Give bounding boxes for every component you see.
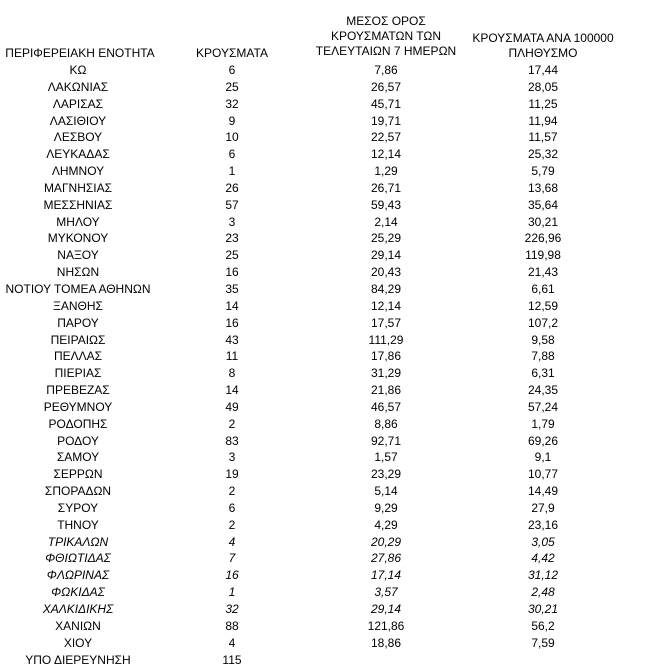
- per100k-cell: 10,77: [527, 467, 559, 482]
- table-row: [0, 230, 656, 247]
- table-row: [0, 96, 656, 113]
- avg7-cell: 1,57: [374, 450, 398, 465]
- cases-cell: 115: [222, 652, 242, 667]
- per100k-cell: 3,05: [531, 534, 555, 549]
- header-per100k: ΚΡΟΥΣΜΑΤΑ ΑΝΑ 100000 ΠΛΗΘΥΣΜΟ: [472, 31, 614, 60]
- region-cell: ΜΑΓΝΗΣΙΑΣ: [43, 180, 113, 195]
- region-cell: ΠΑΡΟΥ: [57, 315, 99, 330]
- avg7-cell: 4,29: [374, 517, 398, 532]
- per100k-cell: 27,9: [531, 500, 555, 515]
- per100k-cell: 23,16: [527, 517, 559, 532]
- table-row: [0, 129, 656, 146]
- per100k-cell: 119,98: [525, 248, 561, 263]
- region-cell: ΛΕΥΚΑΔΑΣ: [46, 147, 110, 162]
- avg7-cell: 3,57: [374, 585, 398, 600]
- table-row: [0, 500, 656, 517]
- region-cell: ΧΑΛΚΙΔΙΚΗΣ: [42, 602, 114, 616]
- cases-cell: 8: [228, 366, 236, 381]
- per100k-cell: 28,05: [527, 79, 559, 94]
- per100k-cell: 226,96: [524, 231, 562, 246]
- per100k-cell: 6,61: [531, 281, 555, 296]
- cases-cell: 14: [225, 383, 239, 398]
- header-avg7: ΜΕΣΟΣ ΟΡΟΣ ΚΡΟΥΣΜΑΤΩΝ ΤΩΝ ΤΕΛΕΥΤΑΙΩΝ 7 ΗΜΕΡΩΝ: [315, 14, 457, 58]
- cases-cell: 3: [228, 214, 236, 229]
- avg7-cell: 1,29: [374, 164, 398, 179]
- avg7-cell: 111,29: [368, 332, 404, 347]
- cases-cell: 35: [225, 281, 239, 296]
- table-row: [0, 483, 656, 500]
- per100k-cell: 25,32: [527, 147, 559, 162]
- avg7-cell: 7,86: [374, 63, 398, 77]
- avg7-cell: 5,14: [374, 484, 398, 499]
- avg7-cell: 17,57: [370, 315, 402, 330]
- avg7-cell: 27,86: [370, 551, 402, 566]
- cases-cell: 4: [228, 635, 236, 650]
- table-row: [0, 449, 656, 466]
- region-cell: ΛΑΚΩΝΙΑΣ: [47, 79, 109, 94]
- table-row: [0, 618, 656, 635]
- table-row: [0, 281, 656, 298]
- region-cell: ΝΗΣΩΝ: [56, 265, 100, 280]
- table-body: [0, 62, 656, 668]
- cases-cell: 32: [225, 96, 239, 111]
- per100k-cell: 11,25: [528, 96, 558, 111]
- per100k-cell: 7,59: [531, 635, 555, 650]
- per100k-cell: 6,31: [531, 366, 555, 381]
- cases-cell: 26: [225, 180, 239, 195]
- table-row: [0, 534, 656, 551]
- avg7-cell: 25,29: [370, 231, 402, 246]
- avg7-cell: 8,86: [374, 416, 398, 431]
- per100k-cell: 35,64: [527, 197, 559, 212]
- table-row: [0, 298, 656, 315]
- table-row: [0, 601, 656, 618]
- cases-cell: 43: [225, 332, 239, 347]
- cases-cell: 3: [228, 450, 236, 465]
- region-cell: ΜΥΚΟΝΟΥ: [47, 231, 109, 246]
- table-row: [0, 62, 656, 79]
- per100k-cell: 11,57: [528, 130, 558, 145]
- region-cell: ΠΙΕΡΙΑΣ: [54, 366, 102, 381]
- per100k-cell: 31,12: [527, 568, 559, 583]
- per100k-cell: 5,79: [531, 164, 555, 179]
- cases-cell: 10: [225, 130, 239, 145]
- cases-cell: 23: [225, 231, 239, 246]
- per100k-cell: 7,88: [531, 349, 555, 364]
- region-cell: ΡΟΔΟΠΗΣ: [48, 416, 108, 431]
- table-row: [0, 214, 656, 231]
- cases-cell: 11: [225, 349, 239, 364]
- per100k-cell: 56,2: [531, 618, 555, 633]
- region-cell: ΛΑΡΙΣΑΣ: [52, 96, 104, 111]
- avg7-cell: 46,57: [370, 399, 402, 414]
- cases-cell: 16: [225, 265, 239, 280]
- avg7-cell: 84,29: [370, 281, 402, 296]
- per100k-cell: 4,42: [531, 551, 555, 566]
- cases-cell: 7: [228, 551, 236, 566]
- region-cell: ΜΗΛΟΥ: [56, 214, 100, 229]
- table-row: [0, 146, 656, 163]
- per100k-cell: 1,79: [531, 416, 555, 431]
- cases-cell: 4: [228, 534, 236, 549]
- table-row: [0, 550, 656, 567]
- avg7-cell: 17,14: [370, 568, 402, 583]
- table-row: [0, 197, 656, 214]
- avg7-cell: 31,29: [370, 366, 402, 381]
- region-cell: ΦΩΚΙΔΑΣ: [51, 585, 105, 600]
- region-cell: ΠΕΙΡΑΙΩΣ: [50, 332, 106, 347]
- cases-cell: 6: [228, 500, 236, 515]
- cases-cell: 16: [225, 315, 239, 330]
- cases-cell: 19: [225, 467, 239, 482]
- per100k-cell: 12,59: [527, 298, 559, 313]
- region-cell: ΤΡΙΚΑΛΩΝ: [47, 534, 109, 549]
- cases-cell: 88: [225, 618, 239, 633]
- per100k-cell: 13,68: [527, 180, 559, 195]
- cases-cell: 2: [228, 517, 236, 532]
- cases-cell: 25: [225, 79, 239, 94]
- table-row: [0, 365, 656, 382]
- table-row: [0, 382, 656, 399]
- per100k-cell: 9,1: [534, 450, 552, 465]
- table-row: [0, 466, 656, 483]
- table-row: [0, 635, 656, 652]
- per100k-cell: 30,21: [527, 602, 559, 616]
- avg7-cell: 19,71: [370, 113, 402, 128]
- avg7-cell: 121,86: [367, 618, 405, 633]
- region-cell: ΡΟΔΟΥ: [57, 433, 99, 448]
- table-row: [0, 180, 656, 197]
- region-cell: ΣΑΜΟΥ: [56, 450, 100, 465]
- avg7-cell: 59,43: [370, 197, 402, 212]
- avg7-cell: 26,71: [370, 180, 402, 195]
- table-row: [0, 433, 656, 450]
- avg7-cell: 20,43: [370, 265, 402, 280]
- table-row: [0, 348, 656, 365]
- region-cell: ΧΑΝΙΩΝ: [55, 618, 101, 633]
- avg7-cell: 9,29: [374, 500, 398, 515]
- table-row: [0, 517, 656, 534]
- table-row: [0, 416, 656, 433]
- per100k-cell: 17,44: [527, 63, 559, 77]
- cases-cell: 1: [228, 164, 236, 179]
- region-cell: ΦΘΙΩΤΙΔΑΣ: [45, 551, 111, 566]
- header-cases: ΚΡΟΥΣΜΑΤΑ: [196, 46, 268, 60]
- region-cell: ΧΙΟΥ: [63, 635, 93, 650]
- table-row: [0, 79, 656, 96]
- table-row: [0, 113, 656, 130]
- region-cell: ΛΑΣΙΘΙΟΥ: [49, 113, 107, 128]
- region-cell: ΠΕΛΛΑΣ: [53, 349, 103, 364]
- avg7-cell: 29,14: [370, 248, 402, 263]
- avg7-cell: 18,86: [370, 635, 402, 650]
- avg7-cell: 29,14: [370, 602, 402, 616]
- per100k-cell: 2,48: [531, 585, 555, 600]
- per100k-cell: 107,2: [527, 315, 559, 330]
- avg7-cell: 22,57: [370, 130, 402, 145]
- cases-cell: 2: [228, 484, 236, 499]
- table-row: [0, 315, 656, 332]
- table-row: [0, 584, 656, 601]
- cases-cell: 14: [225, 298, 239, 313]
- cases-cell: 49: [225, 399, 239, 414]
- table-row: [0, 264, 656, 281]
- region-cell: ΣΠΟΡΑΔΩΝ: [44, 484, 112, 499]
- table-row: [0, 163, 656, 180]
- cases-cell: 9: [228, 113, 236, 128]
- avg7-cell: 26,57: [370, 79, 402, 94]
- cases-cell: 2: [228, 416, 236, 431]
- region-cell: ΝΟΤΙΟΥ ΤΟΜΕΑ ΑΘΗΝΩΝ: [5, 281, 151, 296]
- cases-cell: 6: [228, 147, 236, 162]
- region-cell: ΤΗΝΟΥ: [57, 517, 99, 532]
- avg7-cell: 45,71: [370, 96, 402, 111]
- region-cell: ΛΕΣΒΟΥ: [53, 130, 103, 145]
- table-row: [0, 399, 656, 416]
- cases-cell: 1: [228, 585, 236, 600]
- cases-cell: 83: [225, 433, 239, 448]
- region-cell: ΡΕΘΥΜΝΟΥ: [43, 399, 113, 414]
- table-row: [0, 652, 656, 668]
- cases-cell: 16: [225, 568, 239, 583]
- per100k-cell: 57,24: [527, 399, 559, 414]
- cases-cell: 6: [228, 63, 236, 77]
- region-cell: ΠΡΕΒΕΖΑΣ: [46, 383, 110, 398]
- region-cell: ΛΗΜΝΟΥ: [51, 164, 105, 179]
- cases-cell: 57: [225, 197, 239, 212]
- region-cell: ΝΑΞΟΥ: [57, 248, 99, 263]
- per100k-cell: 9,58: [531, 332, 555, 347]
- per100k-cell: 69,26: [527, 433, 559, 448]
- region-cell: ΞΑΝΘΗΣ: [53, 298, 103, 313]
- region-cell: ΦΛΩΡΙΝΑΣ: [46, 568, 110, 583]
- table-row: [0, 332, 656, 349]
- header-region: ΠΕΡΙΦΕΡΕΙΑΚΗ ΕΝΟΤΗΤΑ: [5, 46, 155, 60]
- cases-cell: 32: [225, 602, 239, 616]
- per100k-cell: 30,21: [527, 214, 559, 229]
- avg7-cell: 20,29: [370, 534, 402, 549]
- avg7-cell: 12,14: [370, 147, 402, 162]
- avg7-cell: 12,14: [370, 298, 402, 313]
- region-cell: ΣΥΡΟΥ: [57, 500, 99, 515]
- region-cell: ΜΕΣΣΗΝΙΑΣ: [43, 197, 113, 212]
- avg7-cell: 21,86: [370, 383, 402, 398]
- per100k-cell: 24,35: [527, 383, 559, 398]
- avg7-cell: 17,86: [370, 349, 402, 364]
- per100k-cell: 21,43: [527, 265, 559, 280]
- region-cell: ΣΕΡΡΩΝ: [53, 467, 103, 482]
- table-row: [0, 247, 656, 264]
- region-cell: ΚΩ: [69, 63, 87, 77]
- avg7-cell: 92,71: [370, 433, 402, 448]
- region-cell: ΥΠΟ ΔΙΕΡΕΥΝΗΣΗ: [25, 652, 131, 667]
- per100k-cell: 14,49: [527, 484, 559, 499]
- per100k-cell: 11,94: [528, 113, 558, 128]
- avg7-cell: 2,14: [374, 214, 398, 229]
- table-row: [0, 567, 656, 584]
- cases-cell: 25: [225, 248, 239, 263]
- avg7-cell: 23,29: [370, 467, 402, 482]
